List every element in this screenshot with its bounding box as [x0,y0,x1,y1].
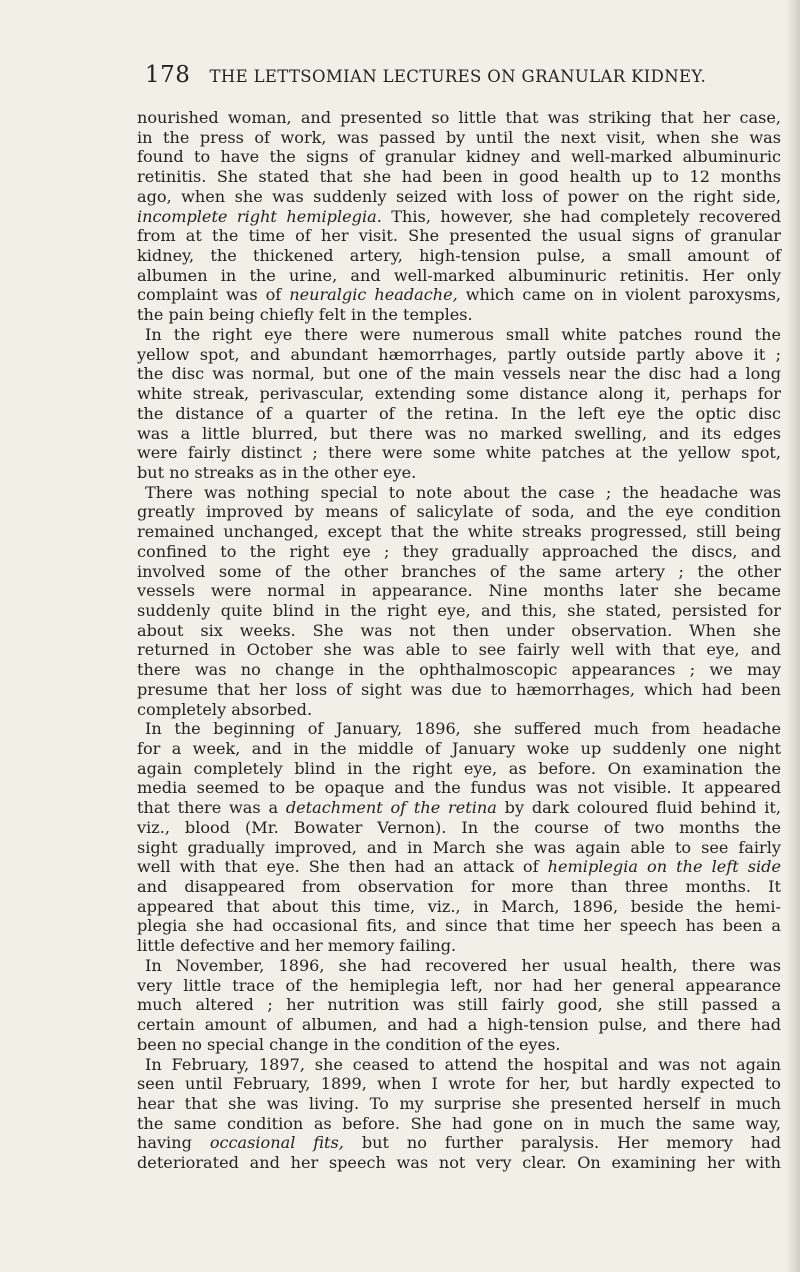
text-line [137,108,781,128]
page-edge-shadow [786,0,800,1272]
text-segment: certain amount of albumen, and had a high-tension pulse, and there had [137,1015,781,1035]
text-line [137,739,781,759]
text-line [137,581,781,601]
text-line [137,1055,781,1075]
italic-phrase: neuralgic headache, [289,285,458,305]
text-segment: returned in October she was able to see fairly well with that eye, and [137,640,781,660]
text-segment: was a little blurred, but there was no marked swelling, and its edges [137,423,781,443]
text-line [137,147,781,167]
text-line [137,877,781,897]
text-segment: sight gradually improved, and in March she was again able to see fairly [137,837,781,857]
text-segment: In the right eye there were numerous small white patches round the [145,324,781,344]
text-segment: been no special change in the condition of the eyes. [137,1034,561,1054]
text-line [137,502,781,522]
text-line [137,778,781,798]
text-line [137,660,781,680]
text-segment: vessels were normal in appearance. Nine months later she became [137,581,781,601]
text-line [137,897,781,917]
text-line [137,522,781,542]
text-line [137,857,781,877]
text-line [137,995,781,1015]
text-line [137,542,781,562]
body-text [137,108,781,1173]
text-segment: were fairly distinct ; there were some white patches at the yellow spot, [137,443,781,463]
text-segment: and disappeared from observation for more than three months. It [137,877,781,897]
text-segment: complaint was of [137,285,290,305]
text-line [137,621,781,641]
text-line [137,167,781,187]
text-line [137,640,781,660]
text-segment: which came on in violent paroxysms, [457,285,781,305]
text-segment: suddenly quite blind in the right eye, and this, she stated, persisted for [137,600,781,620]
text-segment: there was no change in the ophthalmoscopic appearances ; we may [137,660,781,680]
text-segment: for a week, and in the middle of January woke up suddenly one night [137,739,781,758]
text-line [137,1114,781,1134]
text-line [137,187,781,207]
text-segment: deteriorated and her speech was not very clear. On examining her with [137,1153,781,1173]
text-segment: presume that her loss of sight was due to hæmorrhages, which had been [137,679,781,699]
text-line [137,719,781,739]
text-line [137,916,781,936]
text-line [137,266,781,286]
text-line [137,601,781,621]
italic-phrase: detachment of the retina [285,798,497,818]
text-segment: again completely blind in the right eye, as before. On examination the [137,758,781,778]
text-line [137,956,781,976]
text-line [137,1153,781,1173]
text-segment: white streak, perivascular, extending some distance along it, perhaps for [137,384,781,404]
text-line [137,285,781,305]
text-line [137,1074,781,1094]
text-segment: having [137,1133,210,1153]
text-line [137,424,781,444]
text-segment: This, however, she had completely recovered [381,206,781,226]
text-segment: much altered ; her nutrition was still fairly good, she still passed a [137,995,781,1015]
text-segment: but no streaks as in the other eye. [137,462,417,482]
text-line [137,246,781,266]
text-segment: the same condition as before. She had gone on in much the same way, [137,1113,781,1133]
text-line [137,1035,781,1055]
text-segment: remained unchanged, except that the white streaks progressed, still being [137,522,781,542]
italic-phrase: hemiplegia on the left side [547,857,781,877]
text-line [137,976,781,996]
text-segment: nourished woman, and presented so little that was striking that her case, [137,108,781,127]
text-segment: ago, when she was suddenly seized with loss of power on the right side, [137,186,781,206]
text-segment: confined to the right eye ; they gradually approached the discs, and [137,541,781,561]
text-segment: but no further paralysis. Her memory had [343,1133,782,1153]
text-line [137,1015,781,1035]
text-segment: the disc was normal, but one of the main vessels near the disc had a long [137,364,781,384]
text-segment: by dark coloured fluid behind it, [496,798,781,818]
text-line [137,562,781,582]
text-segment: viz., blood (Mr. Bowater Vernon). In the course of two months the [137,817,781,837]
page-number: 178 [145,62,191,88]
text-line [137,1094,781,1114]
text-segment: well with that eye. She then had an attack of [137,857,548,877]
text-line [137,838,781,858]
text-segment: very little trace of the hemiplegia left, nor had her general appearance [137,975,781,995]
text-line [137,128,781,148]
text-segment: the distance of a quarter of the retina. In the left eye the optic disc [137,403,781,423]
text-line [137,700,781,720]
italic-phrase: incomplete right hemiplegia. [137,206,382,226]
text-line [137,483,781,503]
text-segment: retinitis. She stated that she had been in good health up to 12 months [137,167,781,187]
running-head: THE LETTSOMIAN LECTURES ON GRANULAR KIDNEY. [209,67,707,86]
text-segment: from at the time of her visit. She presented the usual signs of granular [137,226,781,246]
text-segment: about six weeks. She was not then under observation. When she [137,620,781,640]
text-segment: appeared that about this time, viz., in March, 1896, beside the hemi- [137,896,781,916]
text-segment: hear that she was living. To my surprise she presented herself in much [137,1093,781,1113]
text-segment: greatly improved by means of salicylate of soda, and the eye condition [137,502,781,522]
text-segment: completely absorbed. [137,699,313,719]
text-line [137,936,781,956]
text-segment: albumen in the urine, and well-marked albuminuric retinitis. Her only [137,265,781,285]
text-segment: yellow spot, and abundant hæmorrhages, partly outside partly above it ; [137,344,781,364]
text-line [137,680,781,700]
text-line [137,443,781,463]
text-segment: that there was a [137,798,286,818]
text-segment: little defective and her memory failing. [137,936,457,956]
text-segment: There was nothing special to note about the case ; the headache was [145,482,781,502]
text-line [137,404,781,424]
italic-phrase: occasional fits, [209,1133,344,1153]
text-segment: In February, 1897, she ceased to attend the hospital and was not again [145,1054,781,1074]
text-line [137,818,781,838]
text-segment: In November, 1896, she had recovered her usual health, there was [145,955,781,975]
text-line [137,798,781,818]
text-segment: the pain being chiefly felt in the temples. [137,305,473,325]
text-line [137,759,781,779]
text-line [137,325,781,345]
text-line [137,207,781,227]
text-line [137,345,781,365]
page-header [145,62,765,92]
text-segment: plegia she had occasional fits, and since that time her speech has been a [137,916,781,936]
text-segment: involved some of the other branches of the same artery ; the other [137,561,781,581]
text-line [137,1133,781,1153]
text-segment: seen until February, 1899, when I wrote for her, but hardly expected to [137,1074,781,1094]
text-line [137,226,781,246]
text-line [137,364,781,384]
text-line [137,305,781,325]
text-segment: media seemed to be opaque and the fundus was not visible. It appeared [137,778,781,798]
text-segment: kidney, the thickened artery, high-tension pulse, a small amount of [137,246,781,266]
text-line [137,384,781,404]
text-line [137,463,781,483]
text-segment: in the press of work, was passed by until the next visit, when she was [137,127,781,147]
text-segment: In the beginning of January, 1896, she suffered much from headache [145,719,781,739]
text-segment: found to have the signs of granular kidney and well-marked albuminuric [137,147,781,167]
